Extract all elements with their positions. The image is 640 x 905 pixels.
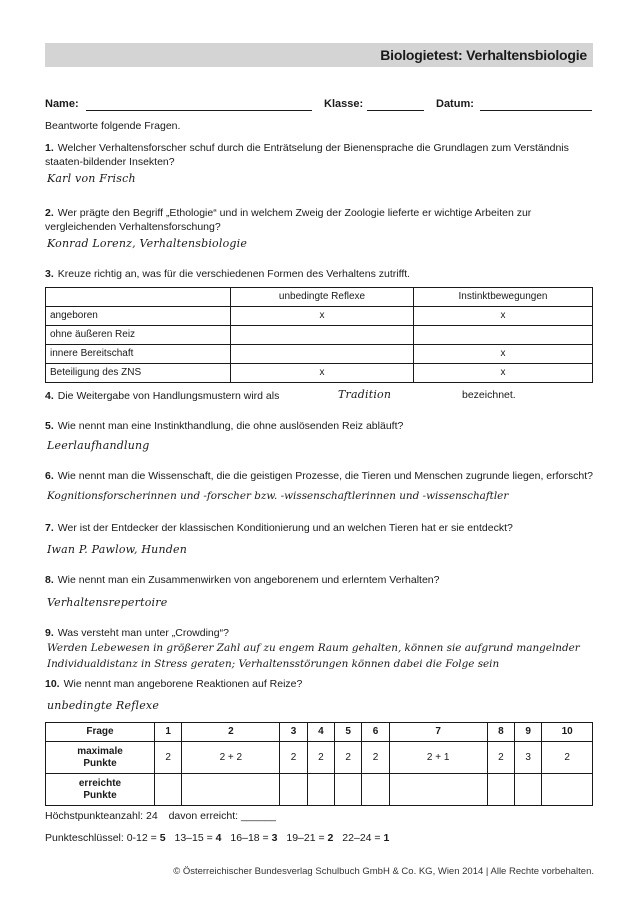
table-cell: 2 xyxy=(155,742,182,774)
question-5 xyxy=(45,419,593,433)
answer-7: Iwan P. Pawlow, Hunden xyxy=(47,543,187,556)
key-range: 13–15 = xyxy=(174,832,213,844)
question-number: 2. xyxy=(45,207,54,219)
table-row xyxy=(46,723,593,742)
table-header: 8 xyxy=(487,723,514,742)
question-number: 4. xyxy=(45,390,54,402)
question-9 xyxy=(45,626,593,640)
question-text: Was versteht man unter „Crowding“? xyxy=(57,627,229,639)
table-row xyxy=(46,774,593,806)
table-cell: innere Bereitschaft xyxy=(46,345,231,364)
table-cell xyxy=(231,326,414,345)
table-header: Instinktbewegungen xyxy=(414,288,593,307)
answer-9-line-2: Individualdistanz in Stress geraten; Verhaltensstörungen können dabei die Folge sein xyxy=(47,658,500,670)
score-input-cell[interactable] xyxy=(542,774,593,806)
key-grade: 5 xyxy=(159,832,166,844)
score-input-cell[interactable] xyxy=(362,774,389,806)
question-number: 7. xyxy=(45,522,54,534)
grading-key xyxy=(45,832,389,844)
class-label: Klasse: xyxy=(324,98,364,110)
question-text: Welcher Verhaltensforscher schuf durch die Enträtselung der Bienensprache die Grundlagen zum Verständnis staaten-bildender Insekten? xyxy=(45,142,569,168)
table-cell xyxy=(231,345,414,364)
score-input-cell[interactable] xyxy=(389,774,487,806)
answer-8: Verhaltensrepertoire xyxy=(47,596,168,609)
table-cell: 2 xyxy=(307,742,334,774)
page-title: Biologietest: Verhaltensbiologie xyxy=(380,47,587,63)
table-row xyxy=(46,326,593,345)
question-number: 3. xyxy=(45,268,54,280)
key-range: 16–18 = xyxy=(230,832,269,844)
table-header: 9 xyxy=(515,723,542,742)
score-input-cell[interactable] xyxy=(280,774,307,806)
table-header: 1 xyxy=(155,723,182,742)
answer-6: Kognitionsforscherinnen und -forscher bzw. -wissenschaftlerinnen und -wissenschaftler xyxy=(47,490,509,502)
reached-points-label: erreichte Punkte xyxy=(46,774,155,806)
question-10 xyxy=(45,677,593,691)
score-table xyxy=(45,722,593,806)
key-range: 0-12 = xyxy=(126,832,157,844)
table-cell: 2 xyxy=(335,742,362,774)
copyright-footer: © Österreichischer Bundesverlag Schulbuch GmbH & Co. KG, Wien 2014 | Alle Rechte vorbehalten. xyxy=(173,866,594,877)
table-header: 4 xyxy=(307,723,334,742)
reached-label: davon erreicht: ______ xyxy=(168,810,277,822)
score-input-cell[interactable] xyxy=(155,774,182,806)
title-bar xyxy=(45,43,593,67)
question-text: Wer ist der Entdecker der klassischen Konditionierung und an welchen Tieren hat er sie entdeckt? xyxy=(57,522,513,534)
key-range: 22–24 = xyxy=(342,832,381,844)
table-header: 7 xyxy=(389,723,487,742)
table-cell: angeboren xyxy=(46,307,231,326)
answer-9-line-1: Werden Lebewesen in größerer Zahl auf zu engem Raum gehalten, können sie aufgrund mangelnder xyxy=(47,642,580,654)
table-cell: x xyxy=(231,364,414,383)
table-cell: 3 xyxy=(515,742,542,774)
date-label: Datum: xyxy=(436,98,474,110)
question-number: 6. xyxy=(45,470,54,482)
table-header: 6 xyxy=(362,723,389,742)
total-points xyxy=(45,810,276,822)
question-number: 9. xyxy=(45,627,54,639)
question-text: Kreuze richtig an, was für die verschiedenen Formen des Verhaltens zutrifft. xyxy=(57,268,411,280)
table-cell xyxy=(46,288,231,307)
question-6 xyxy=(45,469,593,483)
table-row xyxy=(46,345,593,364)
key-grade: 3 xyxy=(271,832,278,844)
answer-5: Leerlaufhandlung xyxy=(47,439,150,452)
question-text: Wie nennt man die Wissenschaft, die die geistigen Prozesse, die Tieren und Menschen zugrunde liegen, erforscht? xyxy=(57,470,593,482)
question-2 xyxy=(45,206,593,234)
instruction: Beantworte folgende Fragen. xyxy=(45,120,181,132)
table-header: Frage xyxy=(46,723,155,742)
table-cell: 2 + 2 xyxy=(182,742,280,774)
question-text-after: bezeichnet. xyxy=(462,389,516,401)
answer-2: Konrad Lorenz, Verhaltensbiologie xyxy=(47,237,248,250)
question-text: Wer prägte den Begriff „Ethologie“ und in welchem Zweig der Zoologie lieferte er wichtige Arbeiten zur vergleichenden Verhaltensforschung? xyxy=(45,207,532,233)
question-8 xyxy=(45,573,593,587)
key-grade: 1 xyxy=(383,832,390,844)
table-row xyxy=(46,288,593,307)
score-input-cell[interactable] xyxy=(487,774,514,806)
question-number: 8. xyxy=(45,574,54,586)
table-header: 2 xyxy=(182,723,280,742)
class-field[interactable] xyxy=(367,110,424,111)
key-grade: 2 xyxy=(327,832,334,844)
total-label: Höchstpunkteanzahl: 24 xyxy=(45,810,158,822)
name-field[interactable] xyxy=(86,110,312,111)
table-cell: x xyxy=(414,307,593,326)
table-cell: x xyxy=(414,364,593,383)
score-input-cell[interactable] xyxy=(335,774,362,806)
question-number: 10. xyxy=(45,678,60,690)
table-header: 3 xyxy=(280,723,307,742)
table-header: unbedingte Reflexe xyxy=(231,288,414,307)
key-grade: 4 xyxy=(215,832,222,844)
table-row xyxy=(46,364,593,383)
question-number: 5. xyxy=(45,420,54,432)
table-row xyxy=(46,742,593,774)
score-input-cell[interactable] xyxy=(515,774,542,806)
table-header: 10 xyxy=(542,723,593,742)
table-cell: 2 xyxy=(280,742,307,774)
name-label: Name: xyxy=(45,98,79,110)
table-cell xyxy=(414,326,593,345)
question-number: 1. xyxy=(45,142,54,154)
table-cell: Beteiligung des ZNS xyxy=(46,364,231,383)
answer-1: Karl von Frisch xyxy=(47,172,136,185)
table-row xyxy=(46,307,593,326)
max-points-label: maximale Punkte xyxy=(46,742,155,774)
table-cell: x xyxy=(231,307,414,326)
key-label: Punkteschlüssel: xyxy=(45,832,124,844)
key-range: 19–21 = xyxy=(286,832,325,844)
answer-10: unbedingte Reflexe xyxy=(47,699,160,712)
question-text-before: Die Weitergabe von Handlungsmustern wird als xyxy=(57,390,280,402)
table-cell: 2 + 1 xyxy=(389,742,487,774)
table-cell: ohne äußeren Reiz xyxy=(46,326,231,345)
table-cell: x xyxy=(414,345,593,364)
question-text: Wie nennt man ein Zusammenwirken von angeborenem und erlerntem Verhalten? xyxy=(57,574,440,586)
table-cell: 2 xyxy=(542,742,593,774)
question-text: Wie nennt man angeborene Reaktionen auf Reize? xyxy=(63,678,303,690)
date-field[interactable] xyxy=(480,110,592,111)
score-input-cell[interactable] xyxy=(182,774,280,806)
question-3 xyxy=(45,267,593,281)
question-7 xyxy=(45,521,593,535)
behavior-table xyxy=(45,287,593,383)
question-text: Wie nennt man eine Instinkthandlung, die ohne auslösenden Reiz abläuft? xyxy=(57,420,404,432)
table-header: 5 xyxy=(335,723,362,742)
table-cell: 2 xyxy=(487,742,514,774)
score-input-cell[interactable] xyxy=(307,774,334,806)
table-cell: 2 xyxy=(362,742,389,774)
question-1 xyxy=(45,141,593,169)
answer-4: Tradition xyxy=(338,388,392,401)
